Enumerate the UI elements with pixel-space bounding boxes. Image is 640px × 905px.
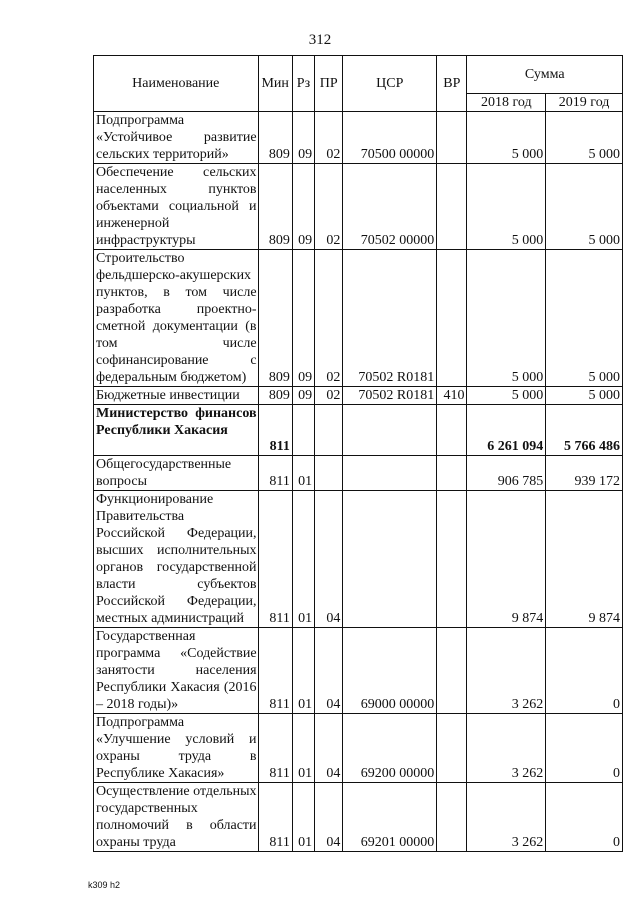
row-csr (343, 405, 437, 456)
table-row (94, 628, 623, 714)
header-vr: ВР (437, 56, 467, 112)
row-name: Общегосударственные вопросы (94, 456, 259, 491)
row-sum-2018: 3 262 (467, 714, 546, 783)
row-csr: 70502 R0181 (343, 250, 437, 387)
row-pr: 04 (315, 491, 343, 628)
row-rz: 09 (292, 387, 314, 405)
row-sum-2019: 0 (546, 628, 623, 714)
row-min: 809 (258, 164, 292, 250)
header-pr: ПР (315, 56, 343, 112)
row-min: 811 (258, 456, 292, 491)
row-min: 809 (258, 112, 292, 164)
row-min: 811 (258, 405, 292, 456)
row-csr: 69000 00000 (343, 628, 437, 714)
table-row (94, 164, 623, 250)
row-name: Подпрограмма «Устойчивое развитие сельских территорий» (94, 112, 259, 164)
row-csr: 69200 00000 (343, 714, 437, 783)
row-rz: 01 (292, 491, 314, 628)
row-name: Государственная программа «Содействие занятости населения Республики Хакасия (2016 – 2018 годы)» (94, 628, 259, 714)
row-sum-2019: 9 874 (546, 491, 623, 628)
footer-code: k309 h2 (88, 880, 121, 890)
row-name: Строительство фельдшерско-акушерских пунктов, в том числе разработка проектно-сметной документации (в том числе софинансирование с федеральным бюджетом) (94, 250, 259, 387)
row-vr (437, 491, 467, 628)
header-2019: 2019 год (546, 94, 623, 112)
header-min: Мин (258, 56, 292, 112)
row-rz: 01 (292, 456, 314, 491)
row-sum-2018: 6 261 094 (467, 405, 546, 456)
row-pr (315, 405, 343, 456)
row-min: 811 (258, 628, 292, 714)
row-name: Функционирование Правительства Российской Федерации, высших исполнительных органов государственной власти субъектов Российской Федерации, местных администраций (94, 491, 259, 628)
row-csr: 69201 00000 (343, 783, 437, 852)
header-2018: 2018 год (467, 94, 546, 112)
header-csr: ЦСР (343, 56, 437, 112)
row-csr: 70502 00000 (343, 164, 437, 250)
row-pr (315, 456, 343, 491)
row-sum-2018: 3 262 (467, 783, 546, 852)
table-row (94, 405, 623, 456)
row-sum-2019: 5 000 (546, 387, 623, 405)
row-pr: 02 (315, 164, 343, 250)
row-pr: 02 (315, 250, 343, 387)
row-min: 809 (258, 250, 292, 387)
row-rz: 01 (292, 783, 314, 852)
row-rz: 09 (292, 250, 314, 387)
row-vr (437, 456, 467, 491)
row-csr: 70500 00000 (343, 112, 437, 164)
row-vr (437, 164, 467, 250)
row-min: 811 (258, 491, 292, 628)
page-number: 312 (308, 32, 332, 48)
row-sum-2019: 5 000 (546, 164, 623, 250)
row-rz: 09 (292, 164, 314, 250)
row-sum-2018: 5 000 (467, 164, 546, 250)
table-row (94, 250, 623, 387)
row-sum-2018: 5 000 (467, 387, 546, 405)
row-sum-2018: 906 785 (467, 456, 546, 491)
table-row (94, 456, 623, 491)
row-name: Бюджетные инвестиции (94, 387, 259, 405)
table-row (94, 491, 623, 628)
row-name: Обеспечение сельских населенных пунктов объектами социальной и инженерной инфраструктуры (94, 164, 259, 250)
row-min: 811 (258, 714, 292, 783)
row-sum-2019: 939 172 (546, 456, 623, 491)
row-min: 811 (258, 783, 292, 852)
row-sum-2019: 0 (546, 783, 623, 852)
row-rz: 09 (292, 112, 314, 164)
row-vr (437, 783, 467, 852)
row-name: Осуществление отдельных государственных полномочий в области охраны труда (94, 783, 259, 852)
row-pr: 02 (315, 387, 343, 405)
row-rz: 01 (292, 628, 314, 714)
row-pr: 02 (315, 112, 343, 164)
row-sum-2018: 9 874 (467, 491, 546, 628)
table-row (94, 783, 623, 852)
row-sum-2019: 0 (546, 714, 623, 783)
table-row (94, 387, 623, 405)
row-rz: 01 (292, 714, 314, 783)
row-pr: 04 (315, 783, 343, 852)
row-vr (437, 714, 467, 783)
header-name: Наименование (94, 56, 259, 112)
row-vr (437, 405, 467, 456)
row-csr (343, 491, 437, 628)
row-name: Подпрограмма «Улучшение условий и охраны труда в Республике Хакасия» (94, 714, 259, 783)
row-vr: 410 (437, 387, 467, 405)
table-row (94, 714, 623, 783)
table-row (94, 112, 623, 164)
row-sum-2019: 5 000 (546, 112, 623, 164)
row-csr: 70502 R0181 (343, 387, 437, 405)
header-sum: Сумма (467, 56, 623, 94)
row-sum-2018: 5 000 (467, 250, 546, 387)
row-pr: 04 (315, 714, 343, 783)
row-vr (437, 628, 467, 714)
row-sum-2019: 5 766 486 (546, 405, 623, 456)
row-name: Министерство финансов Республики Хакасия (94, 405, 259, 456)
row-sum-2019: 5 000 (546, 250, 623, 387)
row-rz (292, 405, 314, 456)
row-vr (437, 250, 467, 387)
row-sum-2018: 5 000 (467, 112, 546, 164)
row-sum-2018: 3 262 (467, 628, 546, 714)
row-csr (343, 456, 437, 491)
row-min: 809 (258, 387, 292, 405)
row-pr: 04 (315, 628, 343, 714)
budget-table (93, 55, 623, 852)
row-vr (437, 112, 467, 164)
header-rz: Рз (292, 56, 314, 112)
